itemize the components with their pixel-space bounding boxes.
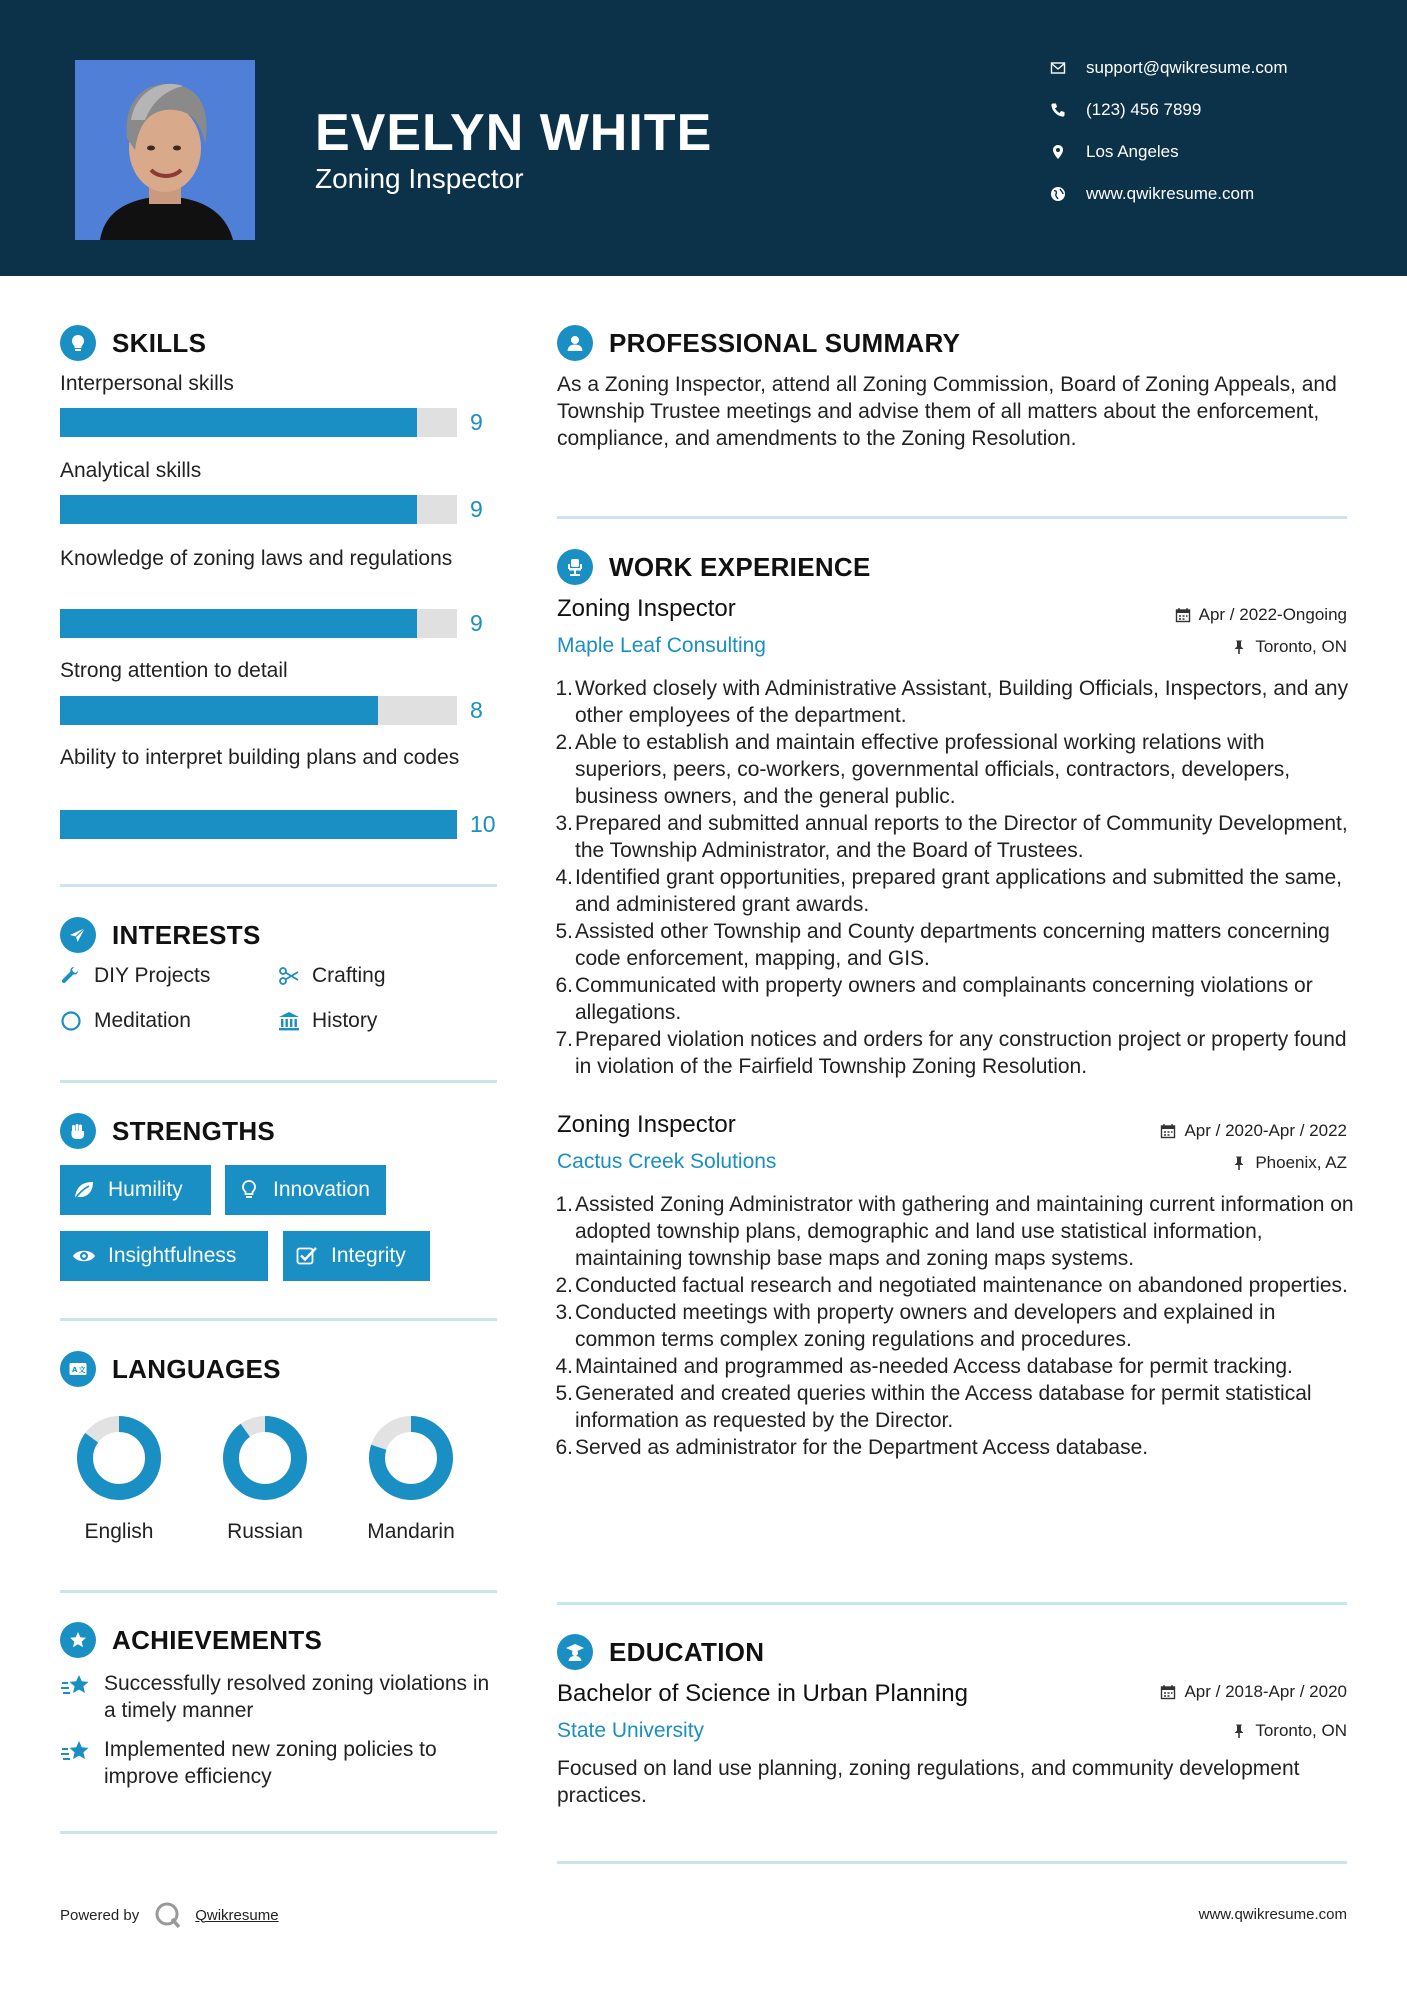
job-location — [1231, 1153, 1347, 1173]
summary-title: PROFESSIONAL SUMMARY — [609, 327, 961, 358]
list-item: 3. Prepared and submitted annual reports to the Director of Community Development, the Township Administrator, and the Board of Trustees. — [555, 812, 1348, 862]
map-pin-icon — [1050, 144, 1066, 160]
qwikresume-link[interactable]: Qwikresume — [195, 1906, 279, 1924]
job-title: Zoning Inspector — [557, 595, 736, 622]
languages-title: LANGUAGES — [112, 1353, 281, 1384]
language-name: Mandarin — [367, 1520, 455, 1543]
strength-tag — [225, 1165, 386, 1215]
interest-label: DIY Projects — [94, 964, 211, 987]
office-chair-icon — [557, 549, 593, 585]
skill-bar-fill — [60, 408, 417, 437]
achievement-text: Implemented new zoning policies to improve efficiency — [104, 1738, 437, 1788]
pushpin-icon — [1231, 1155, 1247, 1171]
experience-title: WORK EXPERIENCE — [609, 551, 871, 582]
resume-header — [0, 0, 1407, 276]
language-item — [205, 1413, 325, 1544]
contact-website[interactable] — [1050, 184, 1254, 204]
achievement-item — [60, 1736, 500, 1790]
contact-phone-text: (123) 456 7899 — [1086, 100, 1202, 119]
achievements-heading — [60, 1622, 322, 1658]
section-divider — [60, 1831, 497, 1834]
education-date — [1160, 1682, 1347, 1702]
skill-value: 9 — [470, 409, 483, 435]
language-card-icon — [60, 1351, 96, 1387]
lightbulb-icon — [60, 325, 96, 361]
skill-value: 8 — [470, 697, 483, 723]
strength-label: Integrity — [331, 1244, 406, 1267]
section-divider — [557, 516, 1347, 519]
skill-name: Knowledge of zoning laws and regulations — [60, 547, 453, 570]
skill-bar — [60, 408, 457, 437]
candidate-name: EVELYN WHITE — [315, 104, 713, 162]
education-location-text: Toronto, ON — [1255, 1721, 1347, 1740]
strengths-heading — [60, 1113, 275, 1149]
language-item — [59, 1413, 179, 1544]
language-donut-fill — [231, 1424, 299, 1492]
user-icon — [557, 325, 593, 361]
strength-tag — [283, 1231, 430, 1281]
languages-heading — [60, 1351, 281, 1387]
list-item: 6. Communicated with property owners and complainants concerning violations or allegations. — [555, 974, 1313, 1024]
job-date — [1160, 1121, 1347, 1141]
section-divider — [60, 1318, 497, 1321]
phone-icon — [1050, 102, 1066, 118]
section-divider — [557, 1861, 1347, 1864]
contact-phone[interactable] — [1050, 100, 1201, 120]
skill-bar — [60, 810, 457, 839]
calendar-icon — [1175, 607, 1191, 623]
language-donut — [366, 1413, 456, 1503]
job-company: Maple Leaf Consulting — [557, 634, 766, 657]
contact-website-text: www.qwikresume.com — [1086, 184, 1255, 203]
interests-title: INTERESTS — [112, 919, 261, 950]
contact-email-text: support@qwikresume.com — [1086, 58, 1288, 77]
education-degree: Bachelor of Science in Urban Planning — [557, 1680, 968, 1707]
skill-bar — [60, 495, 457, 524]
skills-title: SKILLS — [112, 327, 207, 358]
calendar-icon — [1160, 1684, 1176, 1700]
job-date — [1175, 605, 1347, 625]
education-school: State University — [557, 1719, 705, 1742]
star-icon — [60, 1737, 92, 1767]
powered-by-text: Powered by — [60, 1906, 140, 1924]
achievement-item — [60, 1670, 500, 1724]
contact-location — [1050, 142, 1179, 162]
job-date-text: Apr / 2020-Apr / 2022 — [1184, 1121, 1347, 1140]
achievement-text: Successfully resolved zoning violations in a timely manner — [104, 1672, 490, 1722]
strength-tag — [60, 1165, 211, 1215]
interest-item — [60, 1009, 191, 1033]
list-item: 2. Able to establish and maintain effective professional working relations with superiors, peers, co-workers, governmental officials, contractors, developers, business owners, and the general public. — [555, 731, 1291, 808]
footer-powered-by — [60, 1900, 279, 1930]
job-title: Zoning Inspector — [557, 1111, 736, 1138]
language-name: Russian — [227, 1520, 303, 1543]
circle-icon — [60, 1010, 82, 1032]
job-location — [1231, 637, 1347, 657]
skills-heading — [60, 325, 206, 361]
list-item: 5. Generated and created queries within the Access database for permit statistical information as requested by the Director. — [555, 1382, 1312, 1432]
strength-label: Insightfulness — [108, 1244, 237, 1267]
section-divider — [60, 1590, 497, 1593]
list-item: 7. Prepared violation notices and orders for any construction project or property found in violation of the Fairfield Township Zoning Resolution. — [555, 1028, 1347, 1078]
job-responsibilities — [557, 1191, 1357, 1461]
education-date-text: Apr / 2018-Apr / 2020 — [1184, 1682, 1347, 1701]
section-divider — [60, 884, 497, 887]
strength-label: Humility — [108, 1178, 183, 1201]
skill-bar-fill — [60, 495, 417, 524]
job-responsibilities — [557, 675, 1357, 1080]
interest-item — [60, 964, 210, 988]
svg-text:文: 文 — [78, 1366, 86, 1375]
summary-heading — [557, 325, 960, 361]
svg-text:A: A — [72, 1366, 78, 1375]
education-description: Focused on land use planning, zoning regulations, and community development practices. — [557, 1757, 1300, 1807]
bank-icon — [278, 1010, 300, 1032]
education-location — [1231, 1721, 1347, 1741]
skill-bar — [60, 609, 457, 638]
list-item: 4. Maintained and programmed as-needed Access database for permit tracking. — [555, 1355, 1293, 1378]
job-company: Cactus Creek Solutions — [557, 1150, 777, 1173]
section-divider — [60, 1080, 497, 1083]
star-icon — [60, 1671, 92, 1701]
list-item: 2. Conducted factual research and negotiated maintenance on abandoned properties. — [555, 1274, 1348, 1297]
skill-name: Ability to interpret building plans and codes — [60, 746, 460, 769]
language-donut — [220, 1413, 310, 1503]
list-item: 5. Assisted other Township and County departments concerning matters concerning code enforcement, mapping, and GIS. — [555, 920, 1330, 970]
section-divider — [557, 1602, 1347, 1605]
profile-photo — [75, 60, 255, 240]
strengths-title: STRENGTHS — [112, 1115, 276, 1146]
candidate-role: Zoning Inspector — [315, 163, 524, 194]
list-item: 1. Assisted Zoning Administrator with gathering and maintaining current information on adopted township plans, demographic and land use statistical information, maintaining township base maps and zoning maps systems. — [555, 1193, 1354, 1270]
skill-bar — [60, 696, 457, 725]
contact-email[interactable] — [1050, 58, 1288, 78]
strength-tag — [60, 1231, 268, 1281]
checkbox-icon — [295, 1245, 319, 1267]
qwikresume-logo-icon — [153, 1900, 183, 1930]
strength-label: Innovation — [273, 1178, 370, 1201]
interest-item — [278, 1009, 377, 1033]
skill-value: 10 — [470, 811, 496, 837]
summary-text: As a Zoning Inspector, attend all Zoning Commission, Board of Zoning Appeals, and Township Trustee meetings and advise them of all matters about the enforcement, compliance, and amendments to the Zoning Resolution. — [557, 373, 1337, 450]
skill-value: 9 — [470, 610, 483, 636]
skill-bar-fill — [60, 696, 378, 725]
scissors-icon — [278, 965, 300, 987]
list-item: 6. Served as administrator for the Department Access database. — [555, 1436, 1149, 1459]
job-location-text: Phoenix, AZ — [1255, 1153, 1347, 1172]
interest-label: History — [312, 1009, 378, 1032]
education-title: EDUCATION — [609, 1636, 765, 1667]
list-item: 3. Conducted meetings with property owners and developers and explained in common terms complex zoning regulations and procedures. — [555, 1301, 1276, 1351]
list-item: 4. Identified grant opportunities, prepared grant applications and submitted the same, and administered grant awards. — [555, 866, 1342, 916]
paper-plane-icon — [60, 917, 96, 953]
interests-heading — [60, 917, 261, 953]
globe-icon — [1050, 186, 1066, 202]
experience-heading — [557, 549, 871, 585]
fist-icon — [60, 1113, 96, 1149]
pushpin-icon — [1231, 639, 1247, 655]
skill-name: Interpersonal skills — [60, 372, 234, 395]
leaf-icon — [72, 1179, 96, 1201]
wrench-icon — [60, 965, 82, 987]
profile-photo-image — [75, 60, 255, 240]
star-badge-icon — [60, 1622, 96, 1658]
skill-name: Analytical skills — [60, 459, 202, 482]
skill-bar-fill — [60, 609, 417, 638]
skill-value: 9 — [470, 496, 483, 522]
achievements-title: ACHIEVEMENTS — [112, 1624, 323, 1655]
language-name: English — [84, 1520, 154, 1543]
calendar-icon — [1160, 1123, 1176, 1139]
interest-label: Meditation — [94, 1009, 191, 1032]
envelope-icon — [1050, 60, 1066, 76]
skill-bar-fill — [60, 810, 457, 839]
lightbulb-icon — [237, 1179, 261, 1201]
contact-location-text: Los Angeles — [1086, 142, 1179, 161]
skill-name: Strong attention to detail — [60, 659, 288, 682]
pushpin-icon — [1231, 1723, 1247, 1739]
education-heading — [557, 1634, 764, 1670]
list-item: 1. Worked closely with Administrative Assistant, Building Officials, Inspectors, and any other employees of the department. — [555, 677, 1349, 727]
interest-label: Crafting — [312, 964, 386, 987]
graduate-icon — [557, 1634, 593, 1670]
job-date-text: Apr / 2022-Ongoing — [1198, 605, 1347, 624]
language-donut — [74, 1413, 164, 1503]
eye-icon — [72, 1245, 96, 1267]
language-item — [351, 1413, 471, 1544]
interest-item — [278, 964, 386, 988]
job-location-text: Toronto, ON — [1255, 637, 1347, 656]
footer-url[interactable]: www.qwikresume.com — [1198, 1906, 1347, 1923]
